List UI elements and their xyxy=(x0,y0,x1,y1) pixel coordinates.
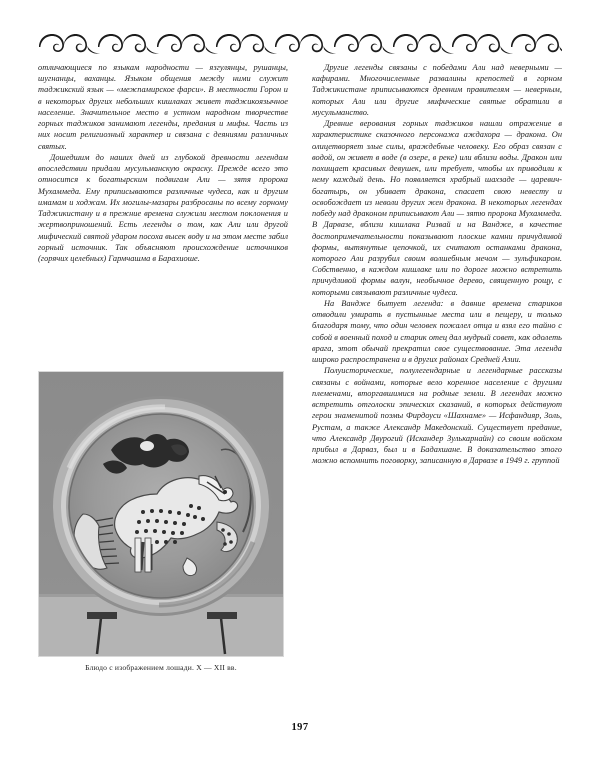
figure xyxy=(38,371,284,673)
paragraph: Другие легенды связаны с победами Али над неверными — кафирами. Многочисленные развалины крепостей в горном Таджикистане приписываются древним правителям — неверным, которых Али или другие мифические святые обратили в мусульманство. xyxy=(312,63,562,117)
paragraph: Дошедшим до наших дней из глубокой древности легендам впоследствии придали мусульманскую окраску. Прежде всего это относится к богатырским подвигам Али — зятя пророка Мухаммеда. Ему приписываются различные чудеса, как и другим имамам и ходжам. Их могилы-мазары разбросаны по всему горному Таджикистану и в прежние времена служили местом поклонения и жертвоприношений. Есть легенды о том, как Али или другой мифический святой ударом посоха высек воду и на этом месте забил горный источник. Так объясняют происхождение источников (горячих целебных) Гармчашма в Барахиоше. xyxy=(38,152,288,263)
paragraph: отличающиеся по языкам народности — язгулянцы, рушанцы, шугнанцы, ваханцы. Языком общения между ними служит таджикский язык — «межпамирское фарси». В местности Горон и в некоторых других небольших кишлаках живет таджикоязычное население. Значительное место в устном народном творчестве горных таджиков занимают легенды, предания и мифы. Часть из них носит религиозный характер и связана с деяниями различных святых. xyxy=(38,63,288,151)
right-text-column xyxy=(312,62,562,466)
left-text-column xyxy=(38,62,288,264)
page-number: 197 xyxy=(291,722,309,733)
figure-caption: Блюдо с изображением лошади. X — XII вв. xyxy=(85,663,237,672)
wave-scroll-ornament-icon xyxy=(38,30,562,56)
paragraph: Древние верования горных таджиков нашли отражение в характеристике сказочного персонажа аждахора — дракона. Он олицетворяет злые силы, враждебные человеку. Его образ связан с водой, он живет в воде (в озере, в реке) или вблизи воды. Дракон или похищает красивых девушек, или требует, чтобы их приводили к нему каждый день. Но появляется храбрый шахзаде — царевич-богатырь, он убивает дракона, спасает свою невесту и освобождает из неволи других жен дракона. В некоторых легендах победу над драконом приписывают Али — зятю пророка Мухаммеда. В Дарвазе, вблизи кишлака Ризвай и на Вандже, в качестве достопримечательности показывают плоские камни причудливой формы, вытянутые цепочкой, их считают останками дракона, которого Али разрубил своим волшебным мечом — зульфикаром. Собственно, в каждом кишлаке или по дороге можно встретить причудливой формы валун, необычное дерево, священную рощу, с которыми связывают различные чудеса. xyxy=(312,119,562,297)
paragraph: На Вандже бытует легенда: в давние времена стариков отводили умирать в пустынные места или в пещеру, и только благодаря тому, что один человек пожалел отца и взял его тайно с собой в военный поход и старик отец дал мудрый совет, как одолеть врага, этот обычай прекратил свое существование. Эта легенда широко распространена и в других районах Средней Азии. xyxy=(312,298,562,365)
ceramic-bowl-with-horse-photo xyxy=(38,371,284,657)
paragraph: Полуисторические, полулегендарные и легендарные рассказы связаны с войнами, которые вело коренное население с другими племенами, вторгавшимися на родные земли. В легендах можно встретить отголоски эпических сказаний, в которых действуют герои знаменитой поэмы Фирдоуси «Шахнаме» — Исфандияр, Золь, Рустам, а также Александр Македонский. Существует предание, что Александр Двурогий (Искандер Зулькарнайн) со своим войском прибыл в Дарваз, был и в Бадахшане. В доказательство этого можно вспомнить поговорку, записанную в Дарвазе в 1949 г. группой xyxy=(312,366,562,466)
